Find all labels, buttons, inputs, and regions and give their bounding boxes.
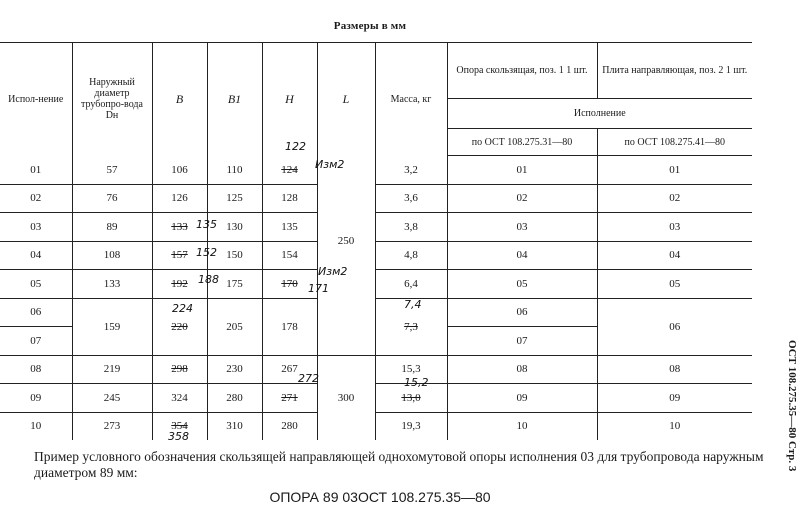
- cell-b1: 150: [207, 241, 262, 270]
- cell-support: 03: [447, 213, 597, 242]
- handwritten-mass-15-2: 15,2: [404, 376, 429, 389]
- cell-b: 324: [152, 384, 207, 413]
- cell-plate: 05: [597, 270, 752, 299]
- cell-support: 07: [447, 327, 597, 356]
- header-b1: B1: [207, 43, 262, 156]
- cell-support: 06: [447, 298, 597, 327]
- cell-version: 08: [0, 355, 72, 384]
- cell-mass: 3,6: [375, 184, 447, 213]
- cell-mass: 19,3: [375, 412, 447, 440]
- handwritten-h-171: 171: [308, 282, 329, 295]
- cell-version: 01: [0, 156, 72, 185]
- designation-example: ОПОРА 89 03ОСТ 108.275.35—80: [269, 489, 491, 505]
- cell-diameter: 245: [72, 384, 152, 413]
- cell-plate: 02: [597, 184, 752, 213]
- cell-plate: 06: [597, 298, 752, 355]
- cell-b-value: 192: [171, 277, 188, 290]
- cell-plate: 03: [597, 213, 752, 242]
- cell-support: 05: [447, 270, 597, 299]
- cell-mass: 6,4: [375, 270, 447, 299]
- cell-version: 10: [0, 412, 72, 440]
- example-paragraph: Пример условного обозначения скользящей направляющей однохомутовой опоры исполнения 03 для трубопровода наружным диаметром 89 мм:: [34, 449, 764, 480]
- cell-plate: 08: [597, 355, 752, 384]
- cell-b: 126: [152, 184, 207, 213]
- cell-support: 10: [447, 412, 597, 440]
- dimensions-table: [0, 42, 752, 440]
- cell-version: 09: [0, 384, 72, 413]
- cell-mass: 3,8: [375, 213, 447, 242]
- cell-h: 154: [262, 241, 317, 270]
- cell-support: 04: [447, 241, 597, 270]
- cell-diameter: 57: [72, 156, 152, 185]
- cell-h-value: 170: [281, 277, 298, 290]
- cell-plate: 10: [597, 412, 752, 440]
- cell-version: 07: [0, 327, 72, 356]
- cell-mass: 3,2: [375, 156, 447, 185]
- cell-plate: 01: [597, 156, 752, 185]
- handwritten-mass-7-4: 7,4: [404, 298, 422, 311]
- handwritten-b-188: 188: [198, 273, 219, 286]
- header-plate: Плита направляющая, поз. 2 1 шт.: [597, 43, 752, 99]
- cell-support: 01: [447, 156, 597, 185]
- cell-b1: 280: [207, 384, 262, 413]
- cell-h: 135: [262, 213, 317, 242]
- handwritten-h-122: 122: [285, 140, 306, 153]
- cell-b1: 125: [207, 184, 262, 213]
- header-diameter: Наружный диаметр трубопро-вода Dн: [72, 43, 152, 156]
- handwritten-b-135: 135: [196, 218, 217, 231]
- cell-b1: 130: [207, 213, 262, 242]
- cell-b-value: 133: [171, 220, 188, 233]
- header-version: Испол-нение: [0, 43, 72, 156]
- handwritten-b-358: 358: [168, 430, 189, 443]
- cell-version: 05: [0, 270, 72, 299]
- cell-b1: 110: [207, 156, 262, 185]
- cell-l-group-2: 300: [317, 355, 375, 440]
- header-plate-ref: по ОСТ 108.275.41—80: [597, 129, 752, 156]
- cell-support: 09: [447, 384, 597, 413]
- cell-h: [262, 156, 317, 185]
- cell-diameter: 133: [72, 270, 152, 299]
- header-l: L: [317, 43, 375, 156]
- cell-mass: 15,3: [375, 355, 447, 384]
- cell-b1: 205: [207, 298, 262, 355]
- header-h: H: [262, 43, 317, 156]
- header-support-ref: по ОСТ 108.275.31—80: [447, 129, 597, 156]
- cell-version: 06: [0, 298, 72, 327]
- cell-mass-value: 7,3: [404, 320, 418, 333]
- header-support: Опора скользящая, поз. 1 1 шт.: [447, 43, 597, 99]
- cell-support: 08: [447, 355, 597, 384]
- cell-diameter: 159: [72, 298, 152, 355]
- cell-h: 280: [262, 412, 317, 440]
- cell-version: 02: [0, 184, 72, 213]
- cell-b-value: 220: [171, 320, 188, 333]
- cell-version: 03: [0, 213, 72, 242]
- cell-h: [262, 384, 317, 413]
- cell-diameter: 219: [72, 355, 152, 384]
- header-execution: Исполнение: [447, 99, 752, 129]
- cell-b-value: 298: [171, 363, 188, 376]
- header-mass: Масса, кг: [375, 43, 447, 156]
- cell-b1: 310: [207, 412, 262, 440]
- cell-b1: 175: [207, 270, 262, 299]
- cell-diameter: 108: [72, 241, 152, 270]
- cell-diameter: 76: [72, 184, 152, 213]
- cell-mass-value: 13,0: [401, 391, 421, 404]
- cell-b: [152, 355, 207, 384]
- cell-mass: 4,8: [375, 241, 447, 270]
- header-b: B: [152, 43, 207, 156]
- cell-h: 267: [262, 355, 317, 384]
- cell-h-value: 124: [281, 163, 298, 176]
- cell-h-value: 271: [281, 391, 298, 404]
- handwritten-b-152: 152: [196, 246, 217, 259]
- cell-l-spacer: [317, 327, 375, 356]
- cell-b-value: 354: [171, 420, 188, 433]
- cell-plate: 09: [597, 384, 752, 413]
- handwritten-h-272: 272: [298, 372, 319, 385]
- cell-b: 106: [152, 156, 207, 185]
- standard-page-label: ОСТ 108.275.35—80 Стр. 3: [786, 340, 798, 472]
- cell-diameter: 273: [72, 412, 152, 440]
- cell-b1: 230: [207, 355, 262, 384]
- cell-version: 04: [0, 241, 72, 270]
- cell-l-group-1: 250: [317, 156, 375, 327]
- cell-plate: 04: [597, 241, 752, 270]
- cell-h: 128: [262, 184, 317, 213]
- cell-support: 02: [447, 184, 597, 213]
- cell-diameter: 89: [72, 213, 152, 242]
- dimensions-caption: Размеры в мм: [333, 20, 407, 32]
- cell-h: 178: [262, 298, 317, 355]
- handwritten-note-izm2-second: Изм2: [318, 265, 348, 278]
- handwritten-b-224: 224: [172, 302, 193, 315]
- cell-b-value: 157: [171, 249, 188, 262]
- handwritten-note-izm2: Изм2: [315, 158, 345, 171]
